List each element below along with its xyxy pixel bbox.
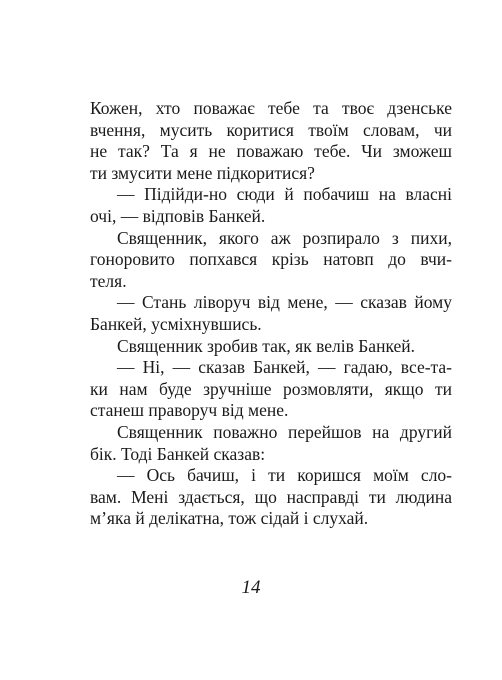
- text-line: ти змусити мене підкоритися?: [90, 162, 315, 183]
- text-line: бік. Тоді Банкей сказав:: [90, 443, 266, 464]
- paragraph: [90, 292, 452, 335]
- text-line: Кожен, хто поважає тебе та твоє дзенське: [90, 98, 452, 118]
- text-line: Священник зробив так, як велів Банкей.: [117, 335, 416, 356]
- paragraph: [90, 98, 452, 184]
- text-line: вам. Мені здається, що насправді ти людина: [90, 486, 452, 507]
- text-line: Банкей, усміхнувшись.: [90, 313, 262, 334]
- text-line: Священник, якого аж розпирало з пихи,: [117, 227, 452, 248]
- text-line: ки нам буде зручніше розмовляти, якщо ти: [90, 378, 452, 399]
- text-line: очі, — відповів Банкей.: [90, 205, 266, 226]
- text-line: вчення, мусить коритися твоїм словам, чи: [90, 119, 452, 140]
- body-text: [90, 98, 452, 530]
- text-line: — Стань ліворуч від мене, — сказав йому: [117, 292, 452, 313]
- text-line: станеш праворуч від мене.: [90, 400, 289, 421]
- text-line: теля.: [90, 270, 127, 291]
- text-line: гоноровито попхався крізь натовп до вчи-: [90, 249, 452, 270]
- paragraph: [90, 184, 452, 227]
- text-line: — Ні, — сказав Банкей, — гадаю, все-та-: [117, 357, 452, 378]
- page-number: 14: [241, 577, 261, 598]
- paragraph: [90, 465, 452, 530]
- text-line: — Ось бачиш, і ти коришся моїм сло-: [117, 465, 452, 486]
- text-line: — Підійди-но сюди й побачиш на власні: [117, 184, 452, 205]
- paragraph: [90, 422, 452, 465]
- text-line: м’яка й делікатна, тож сідай і слухай.: [90, 508, 369, 529]
- text-line: Священник поважно перейшов на другий: [117, 421, 452, 442]
- paragraph: [90, 336, 452, 358]
- text-line: не так? Та я не поважаю тебе. Чи зможеш: [90, 141, 452, 162]
- paragraph: [90, 228, 452, 293]
- paragraph: [90, 357, 452, 422]
